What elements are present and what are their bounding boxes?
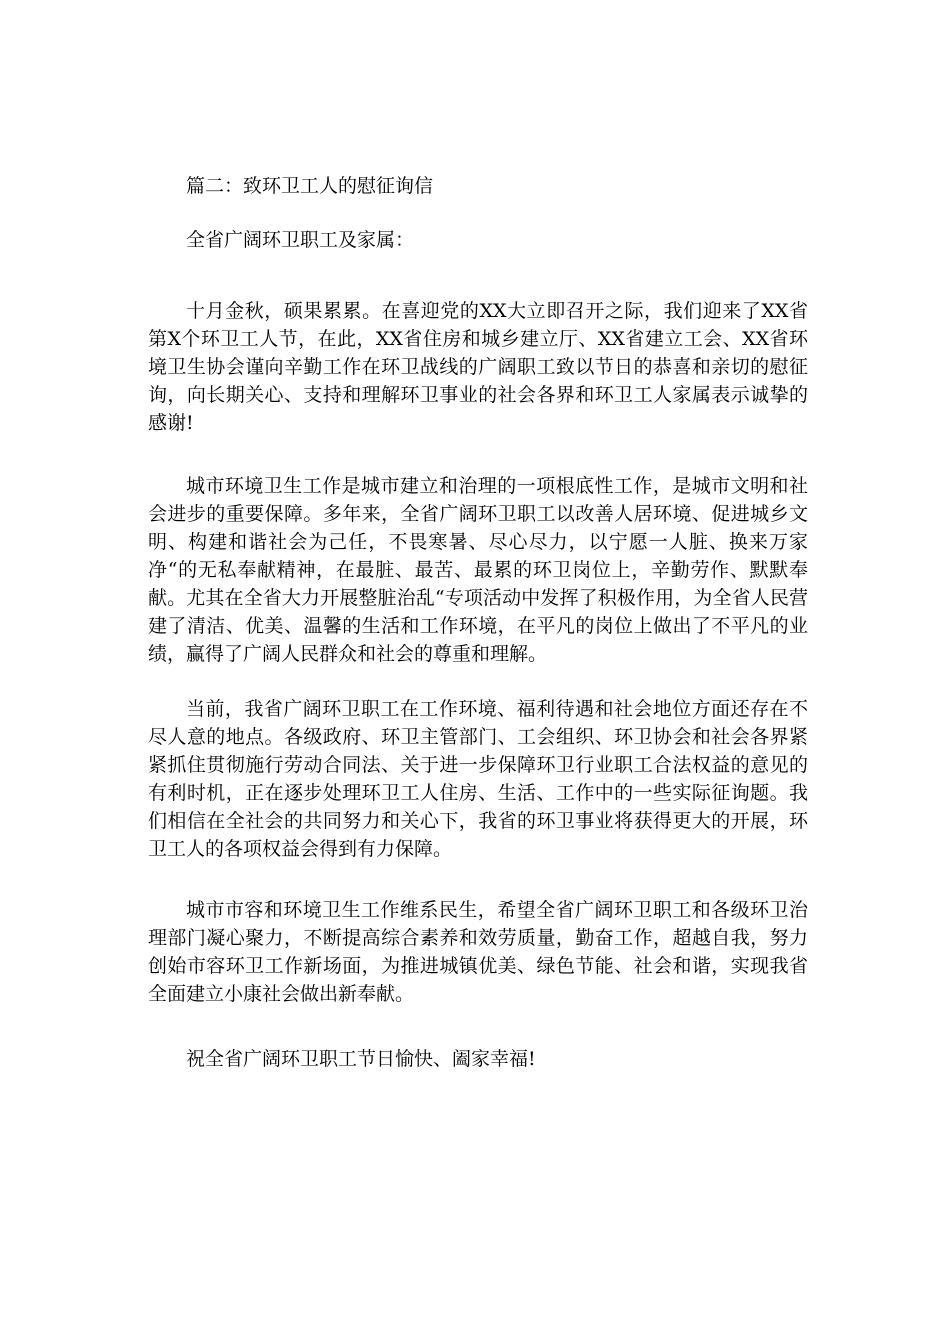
paragraph-4: 城市市容和环境卫生工作维系民生，希望全省广阔环卫职工和各级环卫治理部门凝心聚力，不断提高综合素养和效劳质量，勤奋工作，超越自我，努力创始市容环卫工作新场面，为推进城镇优美、绿色节能、社会和谐，实现我省全面建立小康社会做出新奉献。: [148, 899, 808, 1005]
closing-line: 祝全省广阔环卫职工节日愉快、阖家幸福!: [186, 1048, 536, 1070]
document-heading: 篇二：致环卫工人的慰征询信: [186, 175, 434, 197]
paragraph-1: 十月金秋，硕果累累。在喜迎党的XX大立即召开之际，我们迎来了XX省第X个环卫工人节，在此，XX省住房和城乡建立厅、XX省建立工会、XX省环境卫生协会谨向辛勤工作在环卫战线的广阔职工致以节日的恭喜和亲切的慰征询，向长期关心、支持和理解环卫事业的社会各界和环卫工人家属表示诚挚的感谢!: [148, 300, 808, 434]
paragraph-3: 当前，我省广阔环卫职工在工作环境、福利待遇和社会地位方面还存在不尽人意的地点。各级政府、环卫主管部门、工会组织、环卫协会和社会各界紧紧抓住贯彻施行劳动合同法、关于进一步保障环卫行业职工合法权益的意见的有利时机，正在逐步处理环卫工人住房、生活、工作中的一些实际征询题。我们相信在全社会的共同努力和关心下，我省的环卫事业将获得更大的开展，环卫工人的各项权益会得到有力保障。: [148, 698, 808, 860]
paragraph-2: 城市环境卫生工作是城市建立和治理的一项根底性工作，是城市文明和社会进步的重要保障。多年来，全省广阔环卫职工以改善人居环境、促进城乡文明、构建和谐社会为己任，不畏寒暑、尽心尽力，以宁愿一人脏、换来万家净“的无私奉献精神，在最脏、最苦、最累的环卫岗位上，辛勤劳作、默默奉献。尤其在全省大力开展整脏治乱“专项活动中发挥了积极作用，为全省人民营建了清洁、优美、温馨的生活和工作环境，在平凡的岗位上做出了不平凡的业绩，赢得了广阔人民群众和社会的尊重和理解。: [148, 475, 808, 665]
salutation: 全省广阔环卫职工及家属：: [186, 229, 415, 251]
